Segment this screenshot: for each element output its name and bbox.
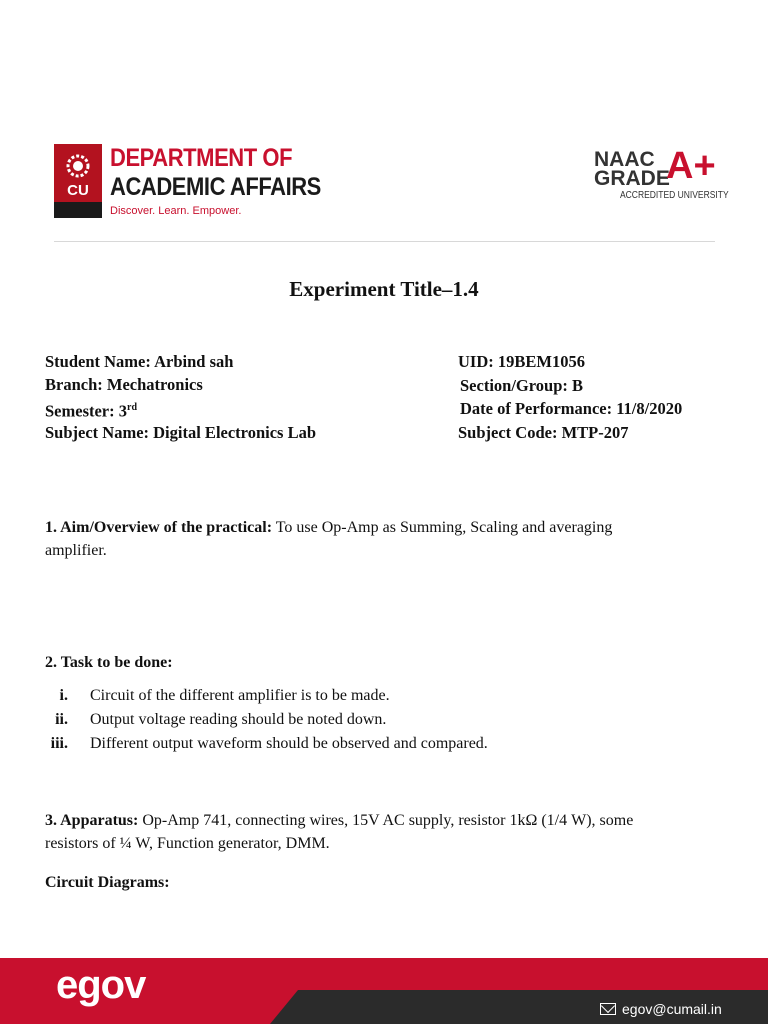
task-item: Output voltage reading should be noted down. (90, 711, 387, 728)
subject-name: Subject Name: Digital Electronics Lab (45, 423, 317, 442)
gear-icon (60, 148, 96, 184)
task-item: Different output waveform should be observed and compared. (90, 735, 488, 752)
semester (45, 396, 137, 423)
apparatus-paragraph (45, 809, 725, 855)
egov-logo: egov (56, 963, 146, 1007)
dept-title-line2: ACADEMIC AFFAIRS (110, 173, 321, 201)
student-name: Student Name: Arbind sah (45, 352, 234, 371)
tagline: Discover. Learn. Empower. (110, 205, 242, 217)
task-item: Circuit of the different amplifier is to be made. (90, 687, 390, 704)
task-num: ii. (55, 711, 68, 728)
naac-grade-label: GRADE (594, 167, 670, 190)
uid: UID: 19BEM1056 (458, 352, 585, 371)
cu-logo (54, 144, 102, 218)
branch: Branch: Mechatronics (45, 375, 203, 394)
task-heading: 2. Task to be done: (45, 654, 173, 671)
header-divider (54, 241, 715, 242)
circuit-diagrams-heading: Circuit Diagrams: (45, 874, 170, 891)
aim-paragraph (45, 516, 725, 562)
footer-email[interactable]: egov@cumail.in (622, 1001, 722, 1017)
section-group: Section/Group: B (460, 376, 584, 395)
semester-sup: rd (127, 402, 138, 413)
apparatus-text-cont: resistors of ¼ W, Function generator, DMM. (45, 835, 330, 852)
naac-grade-value: A+ (666, 145, 716, 187)
aim-heading: 1. Aim/Overview of the practical: (45, 519, 273, 536)
subject-code: Subject Code: MTP-207 (458, 423, 629, 442)
apparatus-text: Op-Amp 741, connecting wires, 15V AC supply, resistor 1kΩ (1/4 W), some (138, 812, 634, 829)
aim-text-cont: amplifier. (45, 542, 107, 559)
aim-text: To use Op-Amp as Summing, Scaling and averaging (272, 519, 613, 536)
naac-label: NAAC (594, 148, 655, 171)
mail-icon (600, 1003, 616, 1015)
task-num: i. (59, 687, 68, 704)
task-num: iii. (50, 735, 68, 752)
experiment-title: Experiment Title–1.4 (289, 277, 479, 301)
dept-title-line1: DEPARTMENT OF (110, 144, 293, 172)
logo-university-band (54, 202, 102, 218)
semester-label: Semester: 3 (45, 401, 128, 421)
apparatus-heading: 3. Apparatus: (45, 812, 139, 829)
date-of-performance: Date of Performance: 11/8/2020 (460, 399, 683, 418)
naac-accredited: ACCREDITED UNIVERSITY (620, 190, 729, 201)
logo-cu-text: CU (67, 182, 89, 199)
